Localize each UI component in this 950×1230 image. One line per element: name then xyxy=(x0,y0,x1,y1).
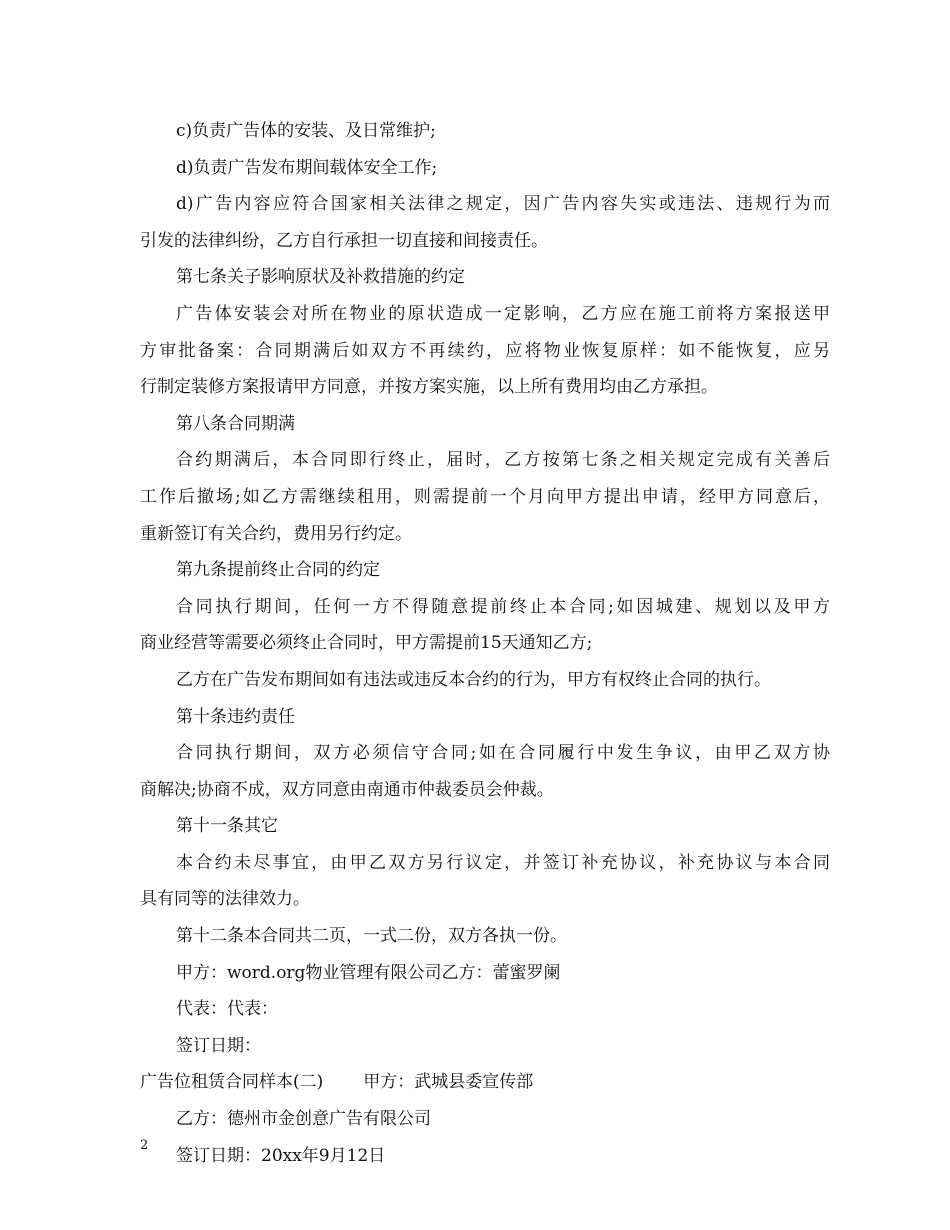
text-line: 本合约未尽事宜，由甲乙双方另行议定，并签订补充协议，补充协议与本合同 xyxy=(176,852,830,873)
text-line: 商业经营等需要必须终止合同时，甲方需提前15天通知乙方; xyxy=(140,633,593,654)
section-heading: 第七条关子影响原状及补救措施的约定 xyxy=(176,267,465,288)
text-line: 工作后撤场;如乙方需继续租用，则需提前一个月向甲方提出申请，经甲方同意后， xyxy=(140,486,830,507)
page-number: 2 xyxy=(140,1138,149,1153)
section-heading: 第八条合同期满 xyxy=(176,413,295,434)
text-line: 商解决;协商不成，双方同意由南通市仲裁委员会仲裁。 xyxy=(140,779,554,800)
text-line: 引发的法律纠纷，乙方自行承担一切直接和间接责任。 xyxy=(140,230,548,251)
representative-line: 代表：代表： xyxy=(176,999,278,1020)
text-line: d)负责广告发布期间载体安全工作; xyxy=(176,157,438,178)
party-line: 甲方：word.org物业管理有限公司乙方：蕾蜜罗阑 xyxy=(176,962,561,983)
text-line: 行制定装修方案报请甲方同意，并按方案实施，以上所有费用均由乙方承担。 xyxy=(140,377,718,398)
section-heading: 第十条违约责任 xyxy=(176,706,295,727)
sample-title: 广告位租赁合同样本(二) xyxy=(140,1072,324,1093)
party-b-line: 乙方：德州市金创意广告有限公司 xyxy=(176,1109,431,1130)
text-line: 方审批备案：合同期满后如双方不再续约，应将物业恢复原样：如不能恢复，应另 xyxy=(140,340,830,361)
text-line: 广告体安装会对所在物业的原状造成一定影响，乙方应在施工前将方案报送甲 xyxy=(176,303,830,324)
text-line: c)负责广告体的安装、及日常维护; xyxy=(176,121,436,141)
party-a-line: 甲方：武城县委宣传部 xyxy=(363,1072,534,1093)
section-heading: 第十二条本合同共二页，一式二份，双方各执一份。 xyxy=(176,926,567,947)
document-body xyxy=(140,113,830,1174)
text-line: 重新签订有关合约，费用另行约定。 xyxy=(140,523,412,544)
text-line: 合同执行期间，双方必须信守合同;如在合同履行中发生争议，由甲乙双方协 xyxy=(176,743,830,764)
text-line: d)广告内容应符合国家相关法律之规定，因广告内容失实或违法、违规行为而 xyxy=(176,194,830,215)
text-line: 具有同等的法律效力。 xyxy=(140,889,310,910)
section-heading: 第十一条其它 xyxy=(176,816,278,837)
text-line: 合约期满后，本合同即行终止，届时，乙方按第七条之相关规定完成有关善后 xyxy=(176,450,830,471)
text-line: 乙方在广告发布期间如有违法或违反本合约的行为，甲方有权终止合同的执行。 xyxy=(176,669,771,690)
text-line: 合同执行期间，任何一方不得随意提前终止本合同;如因城建、规划以及甲方 xyxy=(176,596,830,617)
sample-title-line xyxy=(140,1064,830,1101)
signing-date-line: 签订日期：20xx年9月12日 xyxy=(176,1145,386,1166)
signing-date-line: 签订日期： xyxy=(176,1035,261,1056)
section-heading: 第九条提前终止合同的约定 xyxy=(176,560,380,581)
